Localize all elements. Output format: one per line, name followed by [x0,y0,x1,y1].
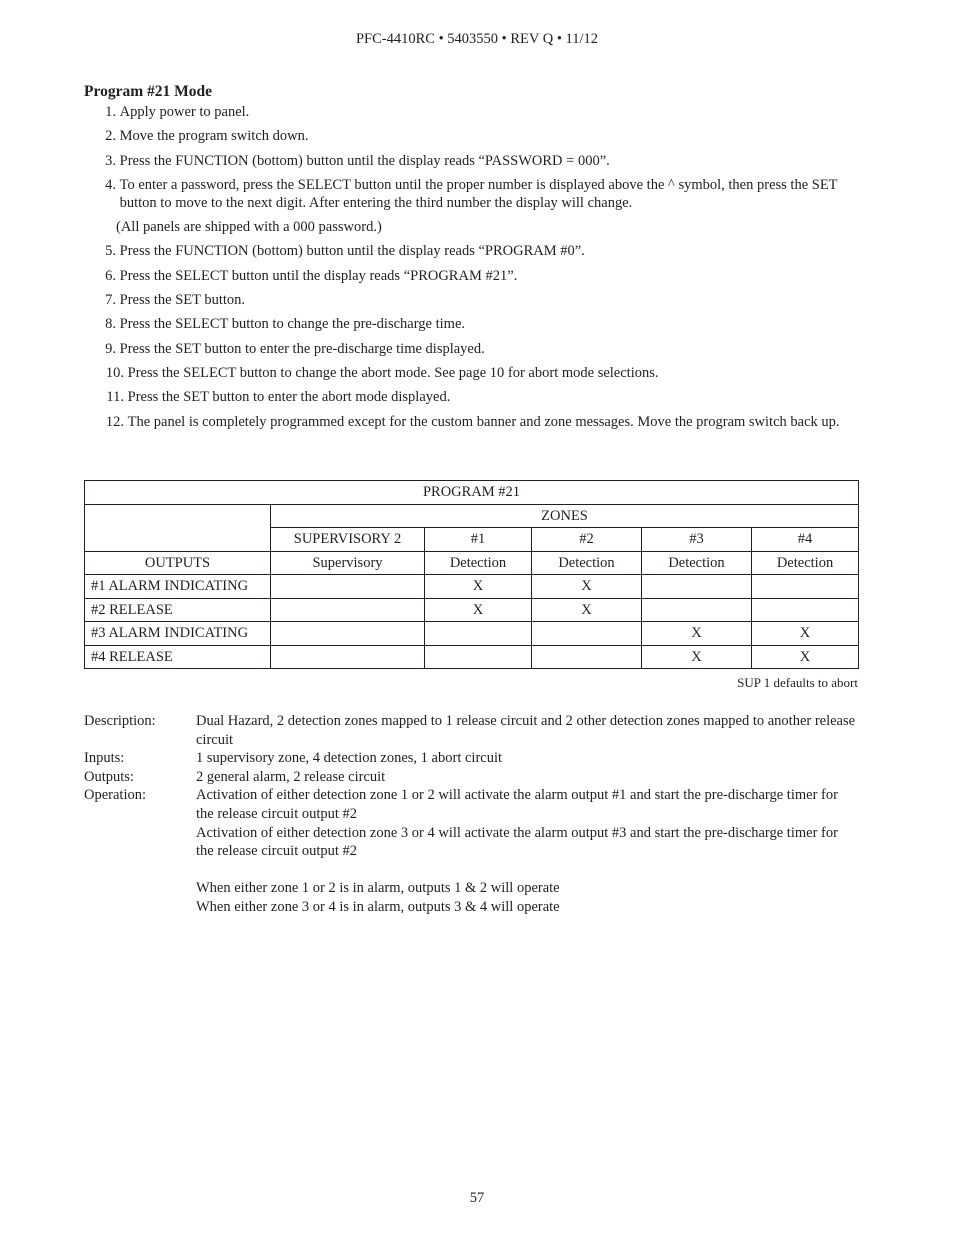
table-row [85,645,859,669]
table-cell: X [642,645,752,669]
row-label: #1 ALARM INDICATING [85,575,271,599]
table-cell [532,622,642,646]
row-label: #2 RELEASE [85,598,271,622]
table-cell [271,575,425,599]
row-label: #4 RELEASE [85,645,271,669]
description-label: Description: [84,713,156,729]
inputs-label: Inputs: [84,750,125,767]
table-cell: X [752,622,859,646]
description-text: circuit [196,731,234,748]
page-header: PFC-4410RC • 5403550 • REV Q • 11/12 [355,31,599,47]
inputs-row [84,749,894,768]
operation-text: the release circuit output #2 [196,805,358,822]
list-item: 11. Press the SET button to enter the abort mode displayed. [106,389,451,406]
table-cell [642,575,752,599]
table-row [85,622,859,646]
operation-row [84,786,894,916]
table-cell [271,598,425,622]
page-number: 57 [469,1190,485,1206]
operation-label: Operation: [84,787,147,804]
table-corner-cell [85,504,271,551]
table-cell: X [532,575,642,599]
password-note: (All panels are shipped with a 000 password.) [116,219,382,236]
table-title: PROGRAM #21 [85,481,859,505]
table-cell: X [642,622,752,646]
list-item: 5. Press the FUNCTION (bottom) button until the display reads “PROGRAM #0”. [105,243,585,260]
table-header-cell: Supervisory [271,551,425,575]
steps-list [100,103,900,437]
list-item: 10. Press the SELECT button to change the abort mode. See page 10 for abort mode selections. [105,364,659,381]
table-header-cell: Detection [752,551,859,575]
operation-text: the release circuit output #2 [196,843,358,860]
table-header-cell: Detection [425,551,532,575]
table-cell [752,575,859,599]
table-header-cell: #3 [642,528,752,552]
operation-text: Activation of either detection zone 3 or 4 will activate the alarm output #3 and start the pre-discharge timer for [196,824,838,841]
table-cell: X [425,598,532,622]
table-header-cell: #4 [752,528,859,552]
outputs-label: Outputs: [84,768,134,785]
outputs-row [84,768,894,787]
inputs-text: 1 supervisory zone, 4 detection zones, 1 abort circuit [196,750,503,767]
outputs-text: 2 general alarm, 2 release circuit [196,768,386,785]
zones-header: ZONES [271,504,859,528]
table-row [85,598,859,622]
operation-text: Activation of either detection zone 1 or 2 will activate the alarm output #1 and start the pre-discharge timer for [196,787,838,804]
table-header-cell: SUPERVISORY 2 [271,528,425,552]
table-cell [532,645,642,669]
table-cell [642,598,752,622]
description-text: Dual Hazard, 2 detection zones mapped to 1 release circuit and 2 other detection zones mapped to another release [196,713,856,729]
spacer [196,861,894,880]
table-header-cell: Detection [532,551,642,575]
row-label: #3 ALARM INDICATING [85,622,271,646]
table-header-cell: Detection [642,551,752,575]
table-cell [425,645,532,669]
table-cell [271,622,425,646]
list-item: 7. Press the SET button. [105,292,246,309]
table-cell: X [532,598,642,622]
table-row [85,575,859,599]
table-cell [752,598,859,622]
list-item: 9. Press the SET button to enter the pre-discharge time displayed. [105,340,485,357]
list-item: 12. The panel is completely programmed except for the custom banner and zone messages. Move the program switch back up. [105,413,840,430]
program-table [84,480,859,669]
table-footnote: SUP 1 defaults to abort [737,675,858,690]
table-cell [271,645,425,669]
operation-text: When either zone 1 or 2 is in alarm, outputs 1 & 2 will operate [196,880,560,897]
table-cell [425,622,532,646]
table-header-cell: #2 [532,528,642,552]
description-row [84,712,894,749]
operation-text: When either zone 3 or 4 is in alarm, outputs 3 & 4 will operate [196,898,560,915]
list-item: 3. Press the FUNCTION (bottom) button until the display reads “PASSWORD = 000”. [105,152,610,169]
list-item: 8. Press the SELECT button to change the pre-discharge time. [105,316,465,333]
list-item: 1. Apply power to panel. [105,104,250,120]
zone-type-row [85,551,859,575]
outputs-header: OUTPUTS [85,551,271,575]
table-cell: X [425,575,532,599]
description-block [84,712,894,917]
table-cell: X [752,645,859,669]
table-header-cell: #1 [425,528,532,552]
list-item: 6. Press the SELECT button until the display reads “PROGRAM #21”. [105,267,518,284]
list-item: 4. To enter a password, press the SELECT button until the proper number is displayed above the ^ symbol, then press the SET button to move to the next digit. After entering the third number the display will change. [105,176,838,211]
section-title: Program #21 Mode [84,83,212,100]
list-item: 2. Move the program switch down. [105,128,309,145]
